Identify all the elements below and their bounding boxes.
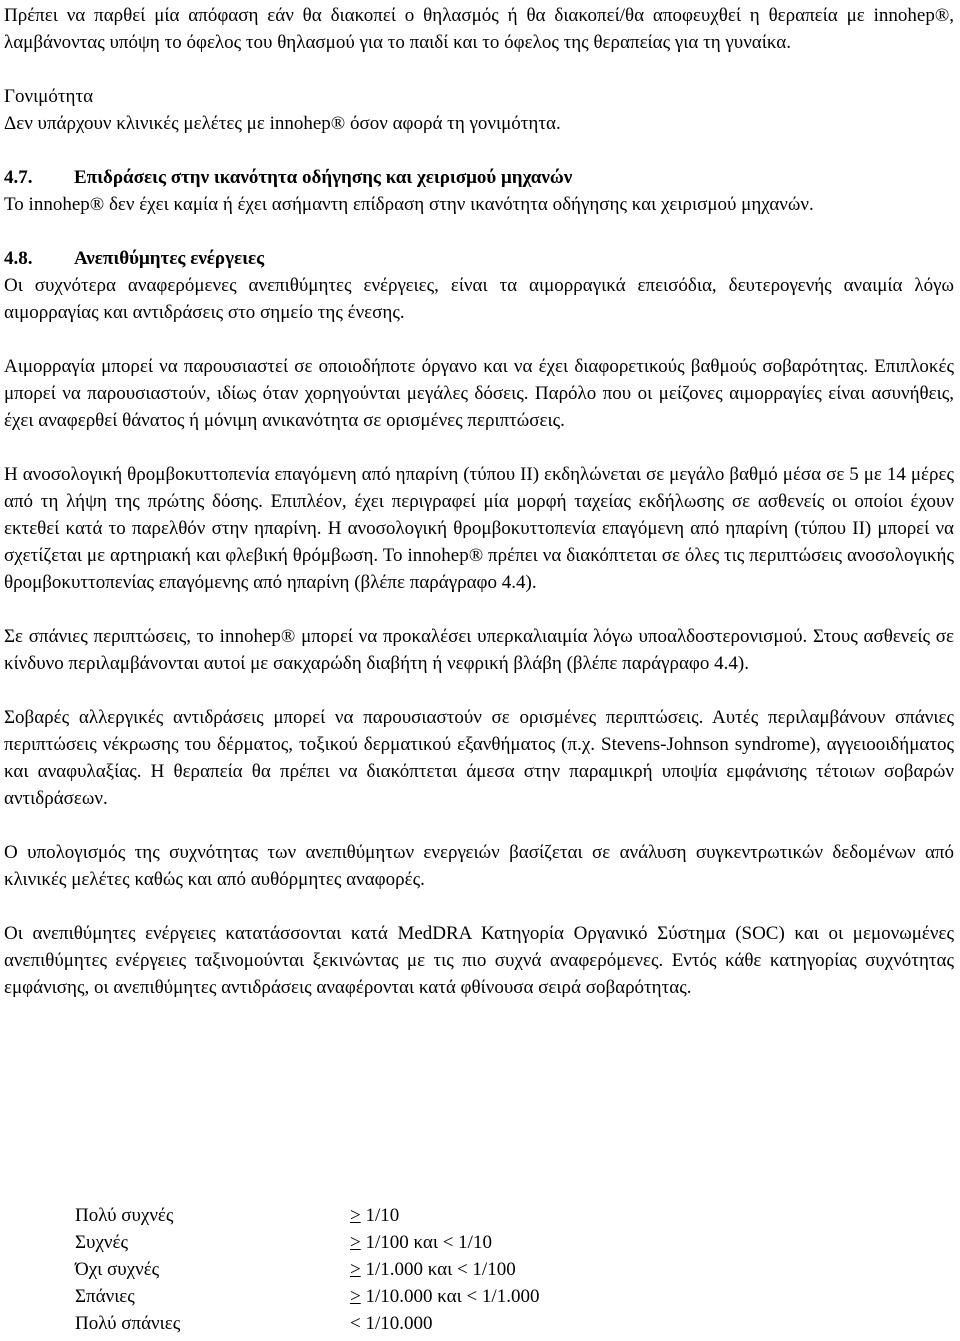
fertility-heading: Γονιμότητα bbox=[4, 86, 94, 107]
table-row bbox=[75, 1229, 539, 1256]
section-number: 4.7. bbox=[4, 167, 33, 188]
frequency-range: > 1/100 και < 1/10 bbox=[350, 1232, 492, 1253]
paragraph-bleeding: Αιμορραγία μπορεί να παρουσιαστεί σε οποιοδήποτε όργανο και να έχει διαφορετικούς βαθμούς σοβαρότητας. Επιπλοκές μπορεί να παρουσιαστούν, ιδίως όταν χορηγούνται μεγάλες δόσεις. Παρόλο που οι μείζονες αιμορραγίες είναι ασυνήθεις, έχει αναφερθεί θάνατος ή μόνιμη ανικανότητα σε ορισμένες περιπτώσεις. bbox=[4, 356, 954, 431]
section-number: 4.8. bbox=[4, 248, 33, 269]
paragraph-thrombocytopenia: Η ανοσολογική θρομβοκυττοπενία επαγόμενη από ηπαρίνη (τύπου ΙΙ) εκδηλώνεται σε μεγάλο βαθμό μέσα σε 5 με 14 μέρες από τη λήψη της πρώτης δόσης. Επιπλέον, έχει περιγραφεί μία μορφή ταχείας εκδήλωσης σε ασθενείς οι οποίοι έχουν εκτεθεί κατά το παρελθόν στην ηπαρίνη. Η ανοσολογική θρομβοκυττοπενία επαγόμενη από ηπαρίνη (τύπου ΙΙ) μπορεί να σχετίζεται με αρτηριακή και φλεβική θρόμβωση. Το innohep® πρέπει να διακόπτεται σε όλες τις περιπτώσεις ανοσολογικής θρομβοκυττοπενίας επαγόμενης από ηπαρίνη (βλέπε παράγραφο 4.4). bbox=[4, 464, 954, 593]
document-page bbox=[4, 2, 954, 1001]
comparison-sign: > bbox=[350, 1259, 361, 1280]
frequency-term: Πολύ συχνές bbox=[75, 1205, 174, 1226]
section-4-7-heading bbox=[4, 164, 954, 191]
frequency-range: > 1/10 bbox=[350, 1205, 400, 1226]
paragraph-hyperkalaemia: Σε σπάνιες περιπτώσεις, το innohep® μπορεί να προκαλέσει υπερκαλιαιμία λόγω υποαλδοστερονισμού. Στους ασθενείς σε κίνδυνο περιλαμβάνονται αυτοί με σακχαρώδη διαβήτη ή νεφρική βλάβη (βλέπε παράγραφο 4.4). bbox=[4, 626, 954, 674]
fertility-text: Δεν υπάρχουν κλινικές μελέτες με innohep® όσον αφορά τη γονιμότητα. bbox=[4, 113, 561, 134]
paragraph-frequent-reactions: Οι συχνότερα αναφερόμενες ανεπιθύμητες ενέργειες, είναι τα αιμορραγικά επεισόδια, δευτερογενής αναιμία λόγω αιμορραγίας και αντιδράσεις στο σημείο της ένεσης. bbox=[4, 275, 954, 323]
table-row bbox=[75, 1310, 539, 1337]
frequency-term: Σπάνιες bbox=[75, 1286, 135, 1307]
paragraph-frequency-calculation: Ο υπολογισμός της συχνότητας των ανεπιθύμητων ενεργειών βασίζεται σε ανάλυση συγκεντρωτικών δεδομένων από κλινικές μελέτες καθώς και από αυθόρμητες αναφορές. bbox=[4, 842, 954, 890]
table-row bbox=[75, 1256, 539, 1283]
table-row bbox=[75, 1283, 539, 1310]
comparison-sign: > bbox=[350, 1205, 361, 1226]
section-4-7-text: Το innohep® δεν έχει καμία ή έχει ασήμαντη επίδραση στην ικανότητα οδήγησης και χειρισμού μηχανών. bbox=[4, 194, 814, 215]
section-title: Ανεπιθύμητες ενέργειες bbox=[74, 248, 265, 269]
paragraph-meddra: Οι ανεπιθύμητες ενέργειες κατατάσσονται κατά MedDRA Κατηγορία Οργανικό Σύστημα (SOC) και οι μεμονωμένες ανεπιθύμητες ενέργειες ταξινομούνται ξεκινώντας με τις πιο συχνά αναφερόμενες. Εντός κάθε κατηγορίας συχνότητας εμφάνισης, οι ανεπιθύμητες αντιδράσεις αναφέρονται κατά φθίνουσα σειρά σοβαρότητας. bbox=[4, 923, 954, 998]
table-row bbox=[75, 1202, 539, 1229]
section-4-8-heading bbox=[4, 245, 954, 272]
comparison-sign: > bbox=[350, 1286, 361, 1307]
comparison-sign: < bbox=[350, 1313, 361, 1334]
frequency-term: Συχνές bbox=[75, 1232, 128, 1253]
frequency-range: < 1/10.000 bbox=[350, 1313, 433, 1334]
comparison-sign: > bbox=[350, 1232, 361, 1253]
paragraph-allergic: Σοβαρές αλλεργικές αντιδράσεις μπορεί να παρουσιαστούν σε ορισμένες περιπτώσεις. Αυτές περιλαμβάνουν σπάνιες περιπτώσεις νέκρωσης του δέρματος, τοξικού δερματικού εξανθήματος (π.χ. Stevens-Johnson syndrome), αγγειοοιδήματος και αναφυλαξίας. Η θεραπεία θα πρέπει να διακόπτεται άμεσα στην παραμικρή υποψία εμφάνισης τέτοιων σοβαρών αντιδράσεων. bbox=[4, 707, 954, 809]
frequency-range: > 1/10.000 και < 1/1.000 bbox=[350, 1286, 540, 1307]
frequency-table bbox=[75, 1202, 539, 1337]
frequency-term: Όχι συχνές bbox=[75, 1259, 160, 1280]
intro-paragraph: Πρέπει να παρθεί μία απόφαση εάν θα διακοπεί ο θηλασμός ή θα διακοπεί/θα αποφευχθεί η θεραπεία με innohep®, λαμβάνοντας υπόψη το όφελος του θηλασμού για το παιδί και το όφελος της θεραπείας για τη γυναίκα. bbox=[4, 5, 954, 53]
frequency-term: Πολύ σπάνιες bbox=[75, 1313, 181, 1334]
frequency-range: > 1/1.000 και < 1/100 bbox=[350, 1259, 516, 1280]
section-title: Επιδράσεις στην ικανότητα οδήγησης και χειρισμού μηχανών bbox=[74, 167, 573, 188]
